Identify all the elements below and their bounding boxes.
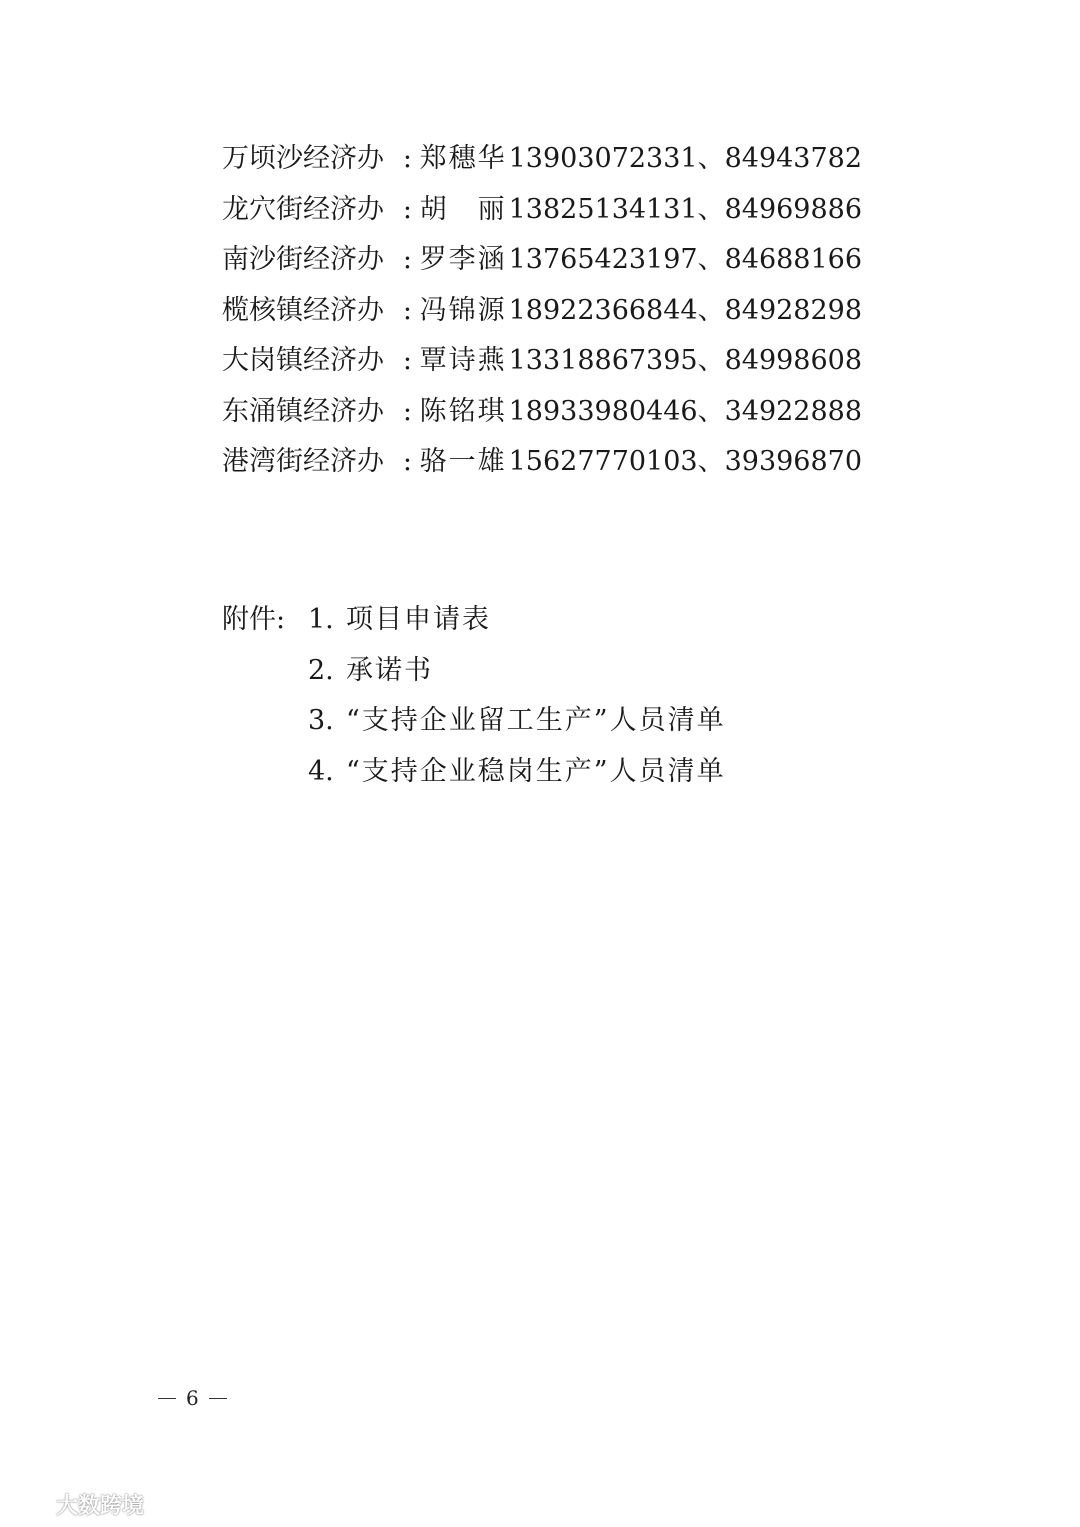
office-name: 榄核镇经济办 — [222, 294, 384, 326]
office-name: 东涌镇经济办 — [222, 395, 384, 427]
attachment-item — [308, 696, 726, 747]
contact-row — [222, 387, 862, 438]
colon: : — [402, 294, 412, 326]
contact-phones: 13318867395、84998608 — [508, 345, 863, 376]
contact-person: 骆一雄 — [419, 446, 507, 477]
attachment-item — [308, 747, 726, 798]
attachments-block — [222, 595, 842, 787]
colon: : — [402, 193, 412, 225]
office-name: 港湾街经济办 — [222, 446, 384, 477]
contact-phones: 18933980446、34922888 — [508, 395, 863, 427]
contact-phones: 13765423197、84688166 — [508, 244, 863, 275]
contact-row — [222, 235, 862, 286]
contact-person: 覃诗燕 — [419, 345, 507, 376]
office-name: 南沙街经济办 — [222, 244, 384, 275]
attachments-list — [308, 595, 726, 787]
contact-row — [222, 336, 862, 387]
contact-phones: 13903072331、84943782 — [508, 143, 863, 174]
attachment-title: “支持企业留工生产”人员清单 — [346, 705, 726, 736]
contact-person: 罗李涵 — [419, 244, 507, 275]
office-name: 万顷沙经济办 — [222, 143, 384, 174]
contact-person: 陈铭琪 — [419, 395, 507, 427]
attachment-number: 4. — [308, 755, 334, 787]
right-dash — [209, 1398, 227, 1399]
page-number: 6 — [186, 1386, 199, 1410]
colon: : — [402, 395, 412, 427]
attachment-number: 1. — [308, 604, 334, 635]
attachment-item — [308, 595, 726, 646]
contact-phones: 15627770103、39396870 — [508, 446, 863, 477]
contact-row — [222, 286, 862, 337]
attachment-title: “支持企业稳岗生产”人员清单 — [346, 755, 726, 787]
contact-phones: 13825134131、84969886 — [508, 193, 863, 225]
colon: : — [402, 143, 412, 174]
attachments-section — [222, 595, 842, 787]
colon: : — [402, 244, 412, 275]
attachments-label: 附件: — [222, 604, 286, 635]
watermark-text: 大数跨境 — [56, 1494, 145, 1519]
contact-person: 胡 丽 — [419, 193, 507, 225]
attachment-title: 项目申请表 — [346, 604, 491, 635]
attachment-item — [308, 646, 726, 697]
left-dash — [158, 1398, 176, 1399]
contact-phones: 18922366844、84928298 — [508, 294, 863, 326]
contact-row — [222, 437, 862, 488]
attachment-number: 2. — [308, 654, 334, 686]
contact-person: 郑穗华 — [419, 143, 507, 174]
attachment-title: 承诺书 — [346, 654, 433, 686]
office-name: 龙穴街经济办 — [222, 193, 384, 225]
contact-list — [222, 134, 862, 488]
office-name: 大岗镇经济办 — [222, 345, 384, 376]
page-footer — [158, 1386, 227, 1410]
contact-row — [222, 134, 862, 185]
watermark — [6, 1489, 144, 1520]
colon: : — [402, 345, 412, 376]
attachment-number: 3. — [308, 705, 334, 736]
eye-logo-icon — [6, 1493, 52, 1517]
colon: : — [402, 446, 412, 477]
contact-row — [222, 185, 862, 236]
contact-person: 冯锦源 — [419, 294, 507, 326]
